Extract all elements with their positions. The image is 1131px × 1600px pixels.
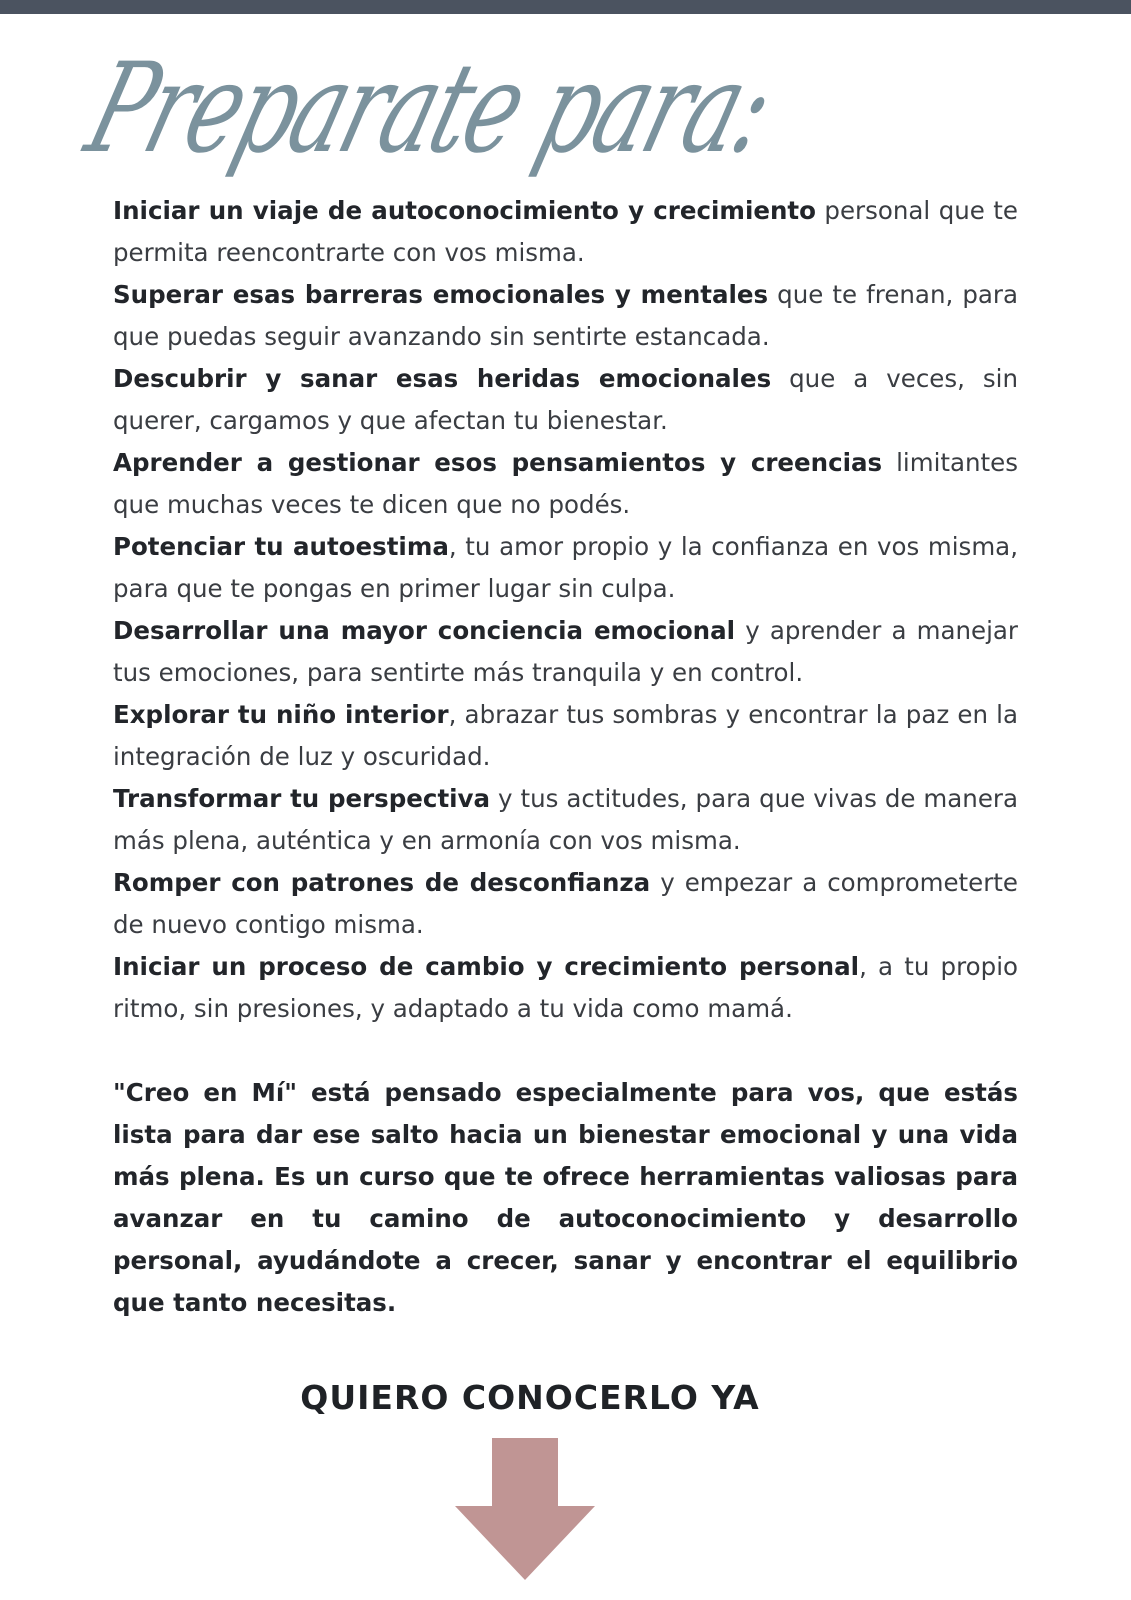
benefit-text: y aprender a manejar tus emociones, para sentirte más tranquila y en control. — [113, 616, 1018, 687]
benefit-text: , tu amor propio y la confianza en vos misma, para que te pongas en primer lugar sin culpa. — [113, 532, 1018, 603]
arrow-down-icon[interactable] — [455, 1438, 595, 1580]
benefit-item — [113, 190, 1018, 274]
benefit-item — [113, 442, 1018, 526]
benefit-item — [113, 526, 1018, 610]
benefit-bold: Aprender a gestionar esos pensamientos y creencias — [113, 448, 883, 477]
cta-heading[interactable]: QUIERO CONOCERLO YA — [300, 1378, 760, 1417]
benefit-bold: Explorar tu niño interior — [113, 700, 449, 729]
page-title: Preparate para: — [72, 37, 787, 181]
benefit-text: que a veces, sin querer, cargamos y que afectan tu bienestar. — [113, 364, 1018, 435]
benefit-bold: Superar esas barreras emocionales y mentales — [113, 280, 769, 309]
arrow-shape — [455, 1438, 595, 1580]
benefit-bold: Iniciar un viaje de autoconocimiento y crecimiento — [113, 196, 816, 225]
benefit-item — [113, 778, 1018, 862]
benefit-bold: Romper con patrones de desconfianza — [113, 868, 651, 897]
benefit-item — [113, 694, 1018, 778]
benefit-bold: Transformar tu perspectiva — [113, 784, 491, 813]
benefit-text: que te frenan, para que puedas seguir avanzando sin sentirte estancada. — [113, 280, 1018, 351]
benefit-item — [113, 358, 1018, 442]
benefit-item — [113, 862, 1018, 946]
benefit-item — [113, 946, 1018, 1030]
benefit-text: , a tu propio ritmo, sin presiones, y adaptado a tu vida como mamá. — [113, 952, 1018, 1023]
benefit-text: y empezar a comprometerte de nuevo contigo misma. — [113, 868, 1018, 939]
benefit-text: , abrazar tus sombras y encontrar la paz en la integración de luz y oscuridad. — [113, 700, 1018, 771]
benefit-text: limitantes que muchas veces te dicen que no podés. — [113, 448, 1019, 519]
benefits-section — [113, 190, 1018, 1324]
benefit-text: personal que te permita reencontrarte con vos misma. — [113, 196, 1018, 267]
benefit-bold: Desarrollar una mayor conciencia emocional — [113, 616, 736, 645]
benefit-item — [113, 274, 1018, 358]
benefit-bold: Potenciar tu autoestima — [113, 532, 449, 561]
benefit-bold: Descubrir y sanar esas heridas emocionales — [113, 364, 772, 393]
closing-paragraph: "Creo en Mí" está pensado especialmente para vos, que estás lista para dar ese salto hacia un bienestar emocional y una vida más plena. Es un curso que te ofrece herramientas valiosas para avanzar en tu camino de autoconocimiento y desarrollo personal, ayudándote a crecer, sanar y encontrar el equilibrio que tanto necesitas. — [113, 1078, 1018, 1317]
benefit-item — [113, 610, 1018, 694]
top-bar — [0, 0, 1131, 14]
benefit-text: y tus actitudes, para que vivas de manera más plena, auténtica y en armonía con vos misma. — [113, 784, 1018, 855]
benefit-bold: Iniciar un proceso de cambio y crecimiento personal — [113, 952, 860, 981]
